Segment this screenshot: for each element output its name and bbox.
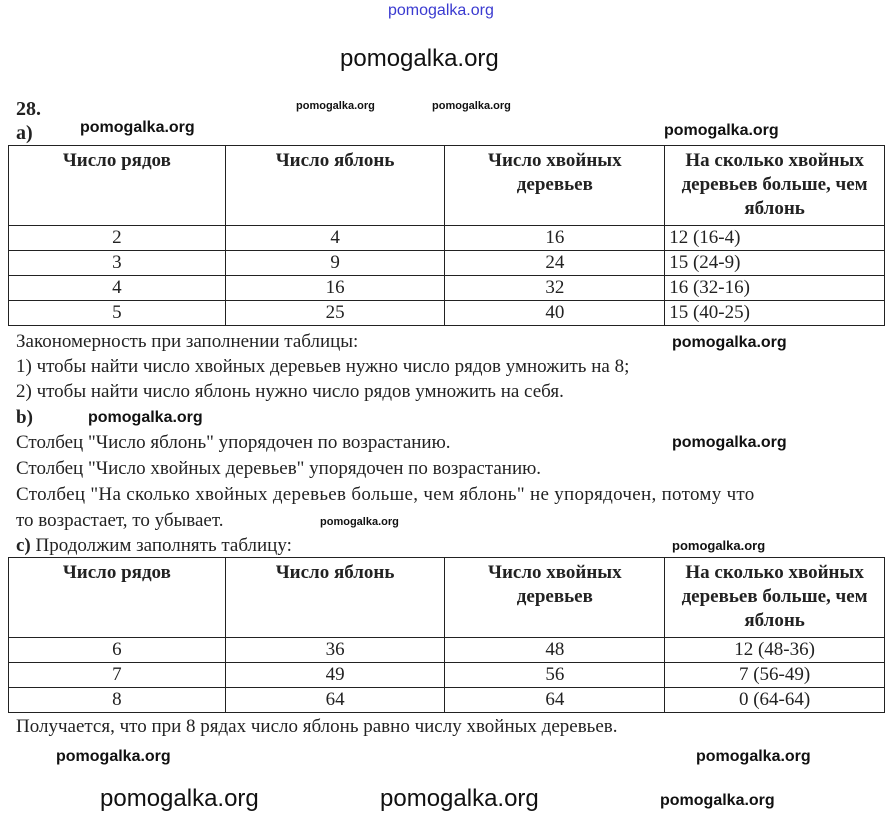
- table-cell: 0 (64-64): [665, 688, 885, 713]
- header-cell: На сколько хвойных деревьев больше, чем яблонь: [665, 146, 885, 226]
- part-c-label: c): [16, 535, 31, 556]
- header-cell: Число рядов: [9, 558, 226, 638]
- part-b-label: b): [16, 407, 33, 428]
- header-cell: Число хвойных деревьев: [445, 558, 665, 638]
- watermark: pomogalka.org: [296, 100, 375, 112]
- table-cell: 25: [225, 301, 445, 326]
- table-cell: 56: [445, 663, 665, 688]
- table-cell: 4: [9, 276, 226, 301]
- table-header-row: [9, 558, 885, 638]
- task-number: 28.: [16, 98, 41, 120]
- table-cell: 16: [445, 226, 665, 251]
- table-cell: 36: [225, 638, 445, 663]
- table-cell: 4: [225, 226, 445, 251]
- watermark: pomogalka.org: [340, 45, 499, 72]
- b-text-line: Столбец "Число яблонь" упорядочен по возрастанию.: [16, 432, 451, 453]
- table-cell: 12 (48-36): [665, 638, 885, 663]
- table-header-row: [9, 146, 885, 226]
- watermark: pomogalka.org: [664, 122, 779, 139]
- table-cell: 7: [9, 663, 226, 688]
- watermark: pomogalka.org: [696, 748, 811, 765]
- table-row: [9, 226, 885, 251]
- table-cell: 8: [9, 688, 226, 713]
- watermark: pomogalka.org: [672, 538, 766, 553]
- watermark: pomogalka.org: [100, 785, 259, 812]
- conclusion: Получается, что при 8 рядах число яблонь равно числу хвойных деревьев.: [16, 716, 618, 737]
- table-a: [8, 145, 885, 326]
- header-cell: Число яблонь: [225, 558, 445, 638]
- watermark: pomogalka.org: [432, 100, 511, 112]
- table-cell: 49: [225, 663, 445, 688]
- table-cell: 9: [225, 251, 445, 276]
- watermark: pomogalka.org: [388, 2, 494, 19]
- part-c-line: [16, 535, 292, 557]
- watermark: pomogalka.org: [672, 334, 787, 351]
- watermark: pomogalka.org: [660, 792, 775, 809]
- table-c: [8, 557, 885, 713]
- b-text-line: то возрастает, то убывает.: [16, 510, 224, 531]
- table-cell: 40: [445, 301, 665, 326]
- table-row: [9, 301, 885, 326]
- table-cell: 16 (32-16): [665, 276, 885, 301]
- table-row: [9, 663, 885, 688]
- table-cell: 24: [445, 251, 665, 276]
- table-cell: 7 (56-49): [665, 663, 885, 688]
- part-a-label: a): [16, 122, 33, 144]
- watermark: pomogalka.org: [80, 119, 195, 136]
- table-cell: 48: [445, 638, 665, 663]
- table-cell: 64: [225, 688, 445, 713]
- watermark: pomogalka.org: [320, 516, 399, 528]
- table-row: [9, 688, 885, 713]
- pattern-item: 2) чтобы найти число яблонь нужно число рядов умножить на себя.: [16, 381, 564, 402]
- table-cell: 15 (40-25): [665, 301, 885, 326]
- b-text-line: Столбец "Число хвойных деревьев" упорядочен по возрастанию.: [16, 458, 542, 479]
- header-cell: Число рядов: [9, 146, 226, 226]
- part-c-text: Продолжим заполнять таблицу:: [35, 535, 292, 556]
- table-cell: 3: [9, 251, 226, 276]
- pattern-title: Закономерность при заполнении таблицы:: [16, 331, 359, 352]
- table-cell: 64: [445, 688, 665, 713]
- watermark: pomogalka.org: [88, 409, 203, 426]
- pattern-item: 1) чтобы найти число хвойных деревьев нужно число рядов умножить на 8;: [16, 356, 630, 377]
- b-text-line: Столбец "На сколько хвойных деревьев больше, чем яблонь" не упорядочен, потому что: [16, 484, 755, 505]
- table-row: [9, 638, 885, 663]
- watermark: pomogalka.org: [380, 785, 539, 812]
- table-cell: 12 (16-4): [665, 226, 885, 251]
- table-cell: 15 (24-9): [665, 251, 885, 276]
- table-cell: 5: [9, 301, 226, 326]
- table-cell: 32: [445, 276, 665, 301]
- header-cell: Число яблонь: [225, 146, 445, 226]
- table-cell: 2: [9, 226, 226, 251]
- watermark: pomogalka.org: [56, 748, 171, 765]
- table-row: [9, 251, 885, 276]
- header-cell: Число хвойных деревьев: [445, 146, 665, 226]
- table-cell: 6: [9, 638, 226, 663]
- table-row: [9, 276, 885, 301]
- header-cell: На сколько хвойных деревьев больше, чем яблонь: [665, 558, 885, 638]
- table-cell: 16: [225, 276, 445, 301]
- watermark: pomogalka.org: [672, 434, 787, 451]
